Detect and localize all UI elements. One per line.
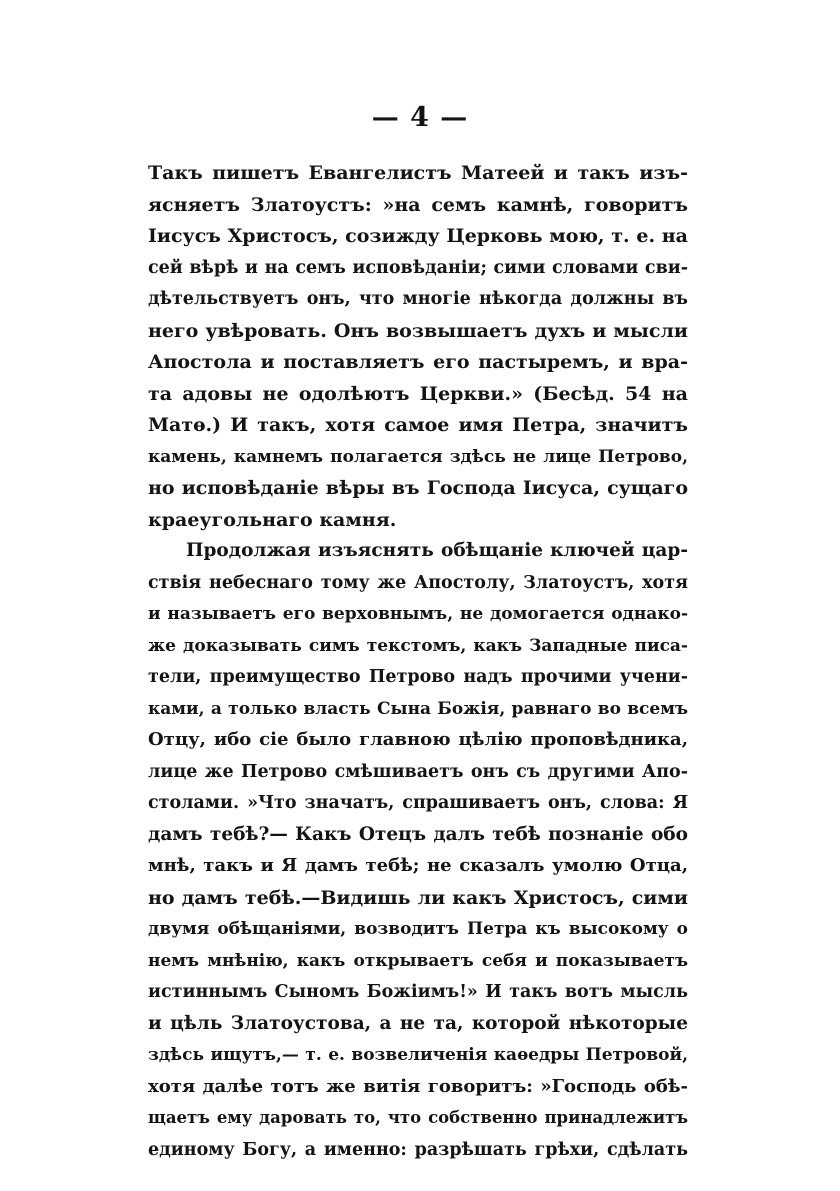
text-line: Такъ пишетъ Евангелистъ Матеей и такъ изъ- (148, 162, 688, 184)
text-line: но дамъ тебѣ.—Видишь ли какъ Христосъ, сими (148, 886, 688, 909)
text-line: но исповѣданіе вѣры въ Господа Іисуса, сущаго (148, 477, 688, 499)
text-line: и называетъ его верховнымъ, не домогается однако- (148, 604, 688, 624)
text-line: дамъ тебѣ?— Какъ Отецъ далъ тебѣ познаніе обо (148, 823, 688, 845)
text-line: столами. »Что значатъ, спрашиваетъ онъ, слова: Я (148, 793, 688, 813)
text-line: дѣтельствуетъ онъ, что многіе нѣкогда должны въ (148, 289, 688, 309)
text-line: немъ мнѣнію, какъ открываетъ себя и показываетъ (148, 950, 688, 971)
text-line: ствія небеснаго тому же Апостолу, Златоустъ, хотя (148, 572, 688, 593)
text-line: сей вѣрѣ и на семъ исповѣданіи; сими словами сви- (148, 257, 688, 278)
text-line: двумя обѣщаніями, возводитъ Петра къ высокому о (148, 919, 688, 939)
text-line: краеугольнаго камня. (148, 508, 397, 531)
text-line: ками, а только власть Сына Божія, равнаго во всемъ (148, 698, 688, 719)
text-line: здѣсь ищутъ,— т. е. возвеличенія каѳедры Петровой, (148, 1045, 688, 1065)
text-line: тели, преимущество Петрово надъ прочими учени- (148, 667, 688, 687)
text-line: Матѳ.) И такъ, хотя самое имя Петра, значитъ (148, 414, 688, 436)
text-line: та адовы не одолѣютъ Церкви.» (Бесѣд. 54 на (148, 382, 688, 405)
text-line: мнѣ, такъ и Я дамъ тебѣ; не сказалъ умолю Отца, (148, 855, 688, 876)
text-line: Іисусъ Христосъ, созижду Церковь мою, т. е. на (148, 225, 688, 247)
text-line: Апостола и поставляетъ его пастыремъ, и вра- (148, 351, 688, 373)
text-line: щаетъ ему даровать то, что собственно принадлежитъ (148, 1108, 688, 1127)
text-line: Продолжая изъяснять обѣщаніе ключей цар- (186, 540, 688, 561)
text-line: ясняетъ Златоустъ: »на семъ камнѣ, говоритъ (148, 193, 688, 216)
text-line: Отцу, ибо сіе было главною цѣлію проповѣдника, (148, 729, 688, 750)
text-line: и цѣль Златоустова, а не та, которой нѣкоторые (148, 1012, 688, 1034)
text-line: камень, камнемъ полагается здѣсь не лице Петрово, (148, 446, 688, 467)
text-line: хотя далѣе тотъ же витія говоритъ: »Господь обѣ- (148, 1075, 688, 1097)
page-number: — 4 — (371, 102, 469, 133)
text-line: единому Богу, а именно: разрѣшать грѣхи, сдѣлать (148, 1139, 688, 1160)
text-line: него увѣровать. Онъ возвышаетъ духъ и мысли (148, 319, 688, 342)
text-line: же доказывать симъ текстомъ, какъ Западные писа- (148, 635, 688, 656)
text-line: лице же Петрово смѣшиваетъ онъ съ другими Апо- (148, 761, 688, 782)
text-line: истиннымъ Сыномъ Божіимъ!» И такъ вотъ мысль (148, 982, 688, 1002)
